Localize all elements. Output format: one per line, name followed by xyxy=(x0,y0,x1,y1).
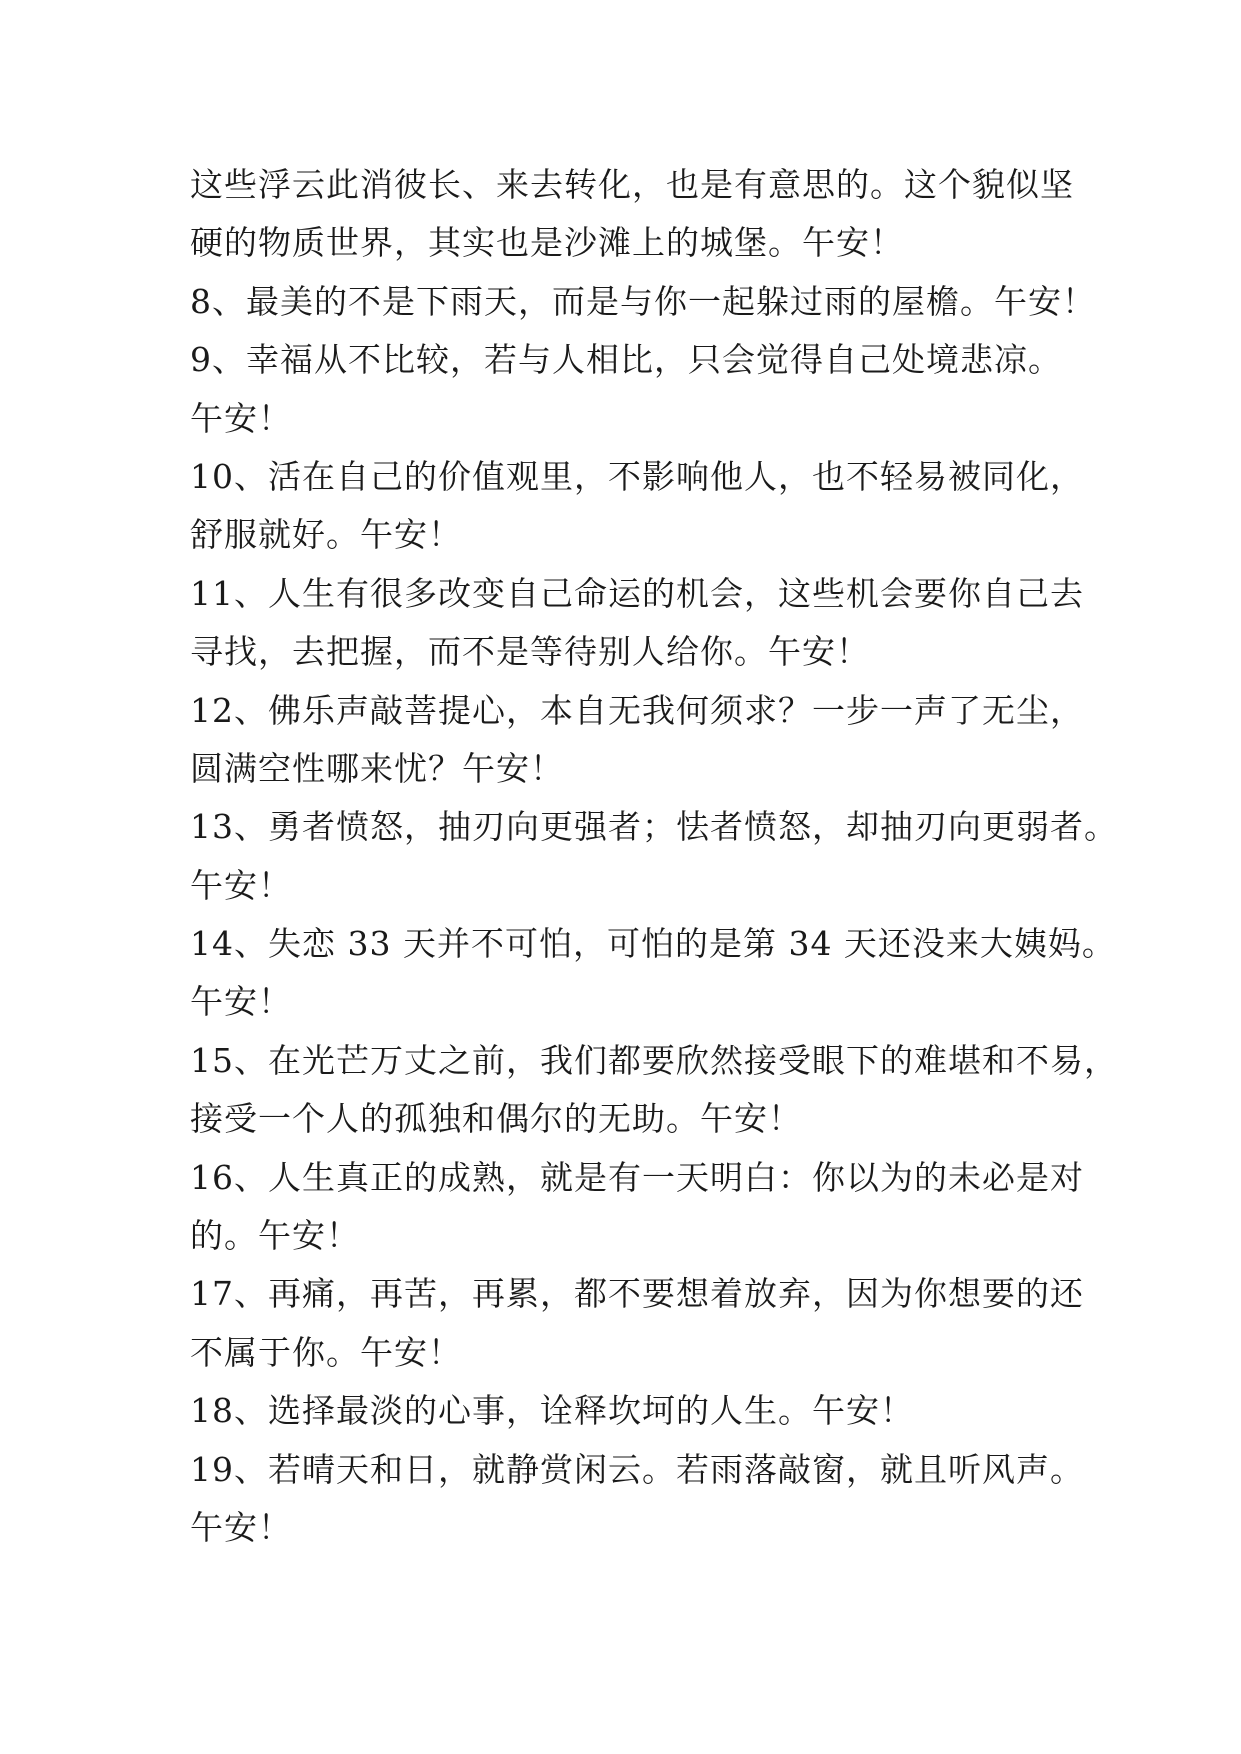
document-body xyxy=(190,156,1118,1557)
text-line: 舒服就好。午安！ xyxy=(190,515,462,555)
text-line: 17、再痛，再苦，再累，都不要想着放弃，因为你想要的还 xyxy=(190,1274,1084,1314)
text-line: 午安！ xyxy=(190,982,292,1022)
text-line: 9、幸福从不比较，若与人相比，只会觉得自己处境悲凉。 xyxy=(190,340,1062,380)
text-line: 16、人生真正的成熟，就是有一天明白：你以为的未必是对 xyxy=(190,1157,1084,1197)
text-line: 午安！ xyxy=(190,398,292,438)
text-line: 的。午安！ xyxy=(190,1216,360,1256)
text-line: 15、在光芒万丈之前，我们都要欣然接受眼下的难堪和不易， xyxy=(190,1040,1118,1080)
text-line: 13、勇者愤怒，抽刃向更强者；怯者愤怒，却抽刃向更弱者。 xyxy=(190,807,1118,847)
text-line: 接受一个人的孤独和偶尔的无助。午安！ xyxy=(190,1099,802,1139)
text-line: 19、若晴天和日，就静赏闲云。若雨落敲窗，就且听风声。 xyxy=(190,1449,1084,1489)
text-line: 12、佛乐声敲菩提心，本自无我何须求？一步一声了无尘， xyxy=(190,690,1084,730)
text-line: 午安！ xyxy=(190,1507,292,1547)
text-line: 这些浮云此消彼长、来去转化，也是有意思的。这个貌似坚 xyxy=(190,165,1074,204)
text-line: 18、选择最淡的心事，诠释坎坷的人生。午安！ xyxy=(190,1391,914,1431)
text-line: 8、最美的不是下雨天，而是与你一起躲过雨的屋檐。午安！ xyxy=(190,281,1096,321)
text-line: 寻找，去把握，而不是等待别人给你。午安！ xyxy=(190,632,870,672)
text-line: 11、人生有很多改变自己命运的机会，这些机会要你自己去 xyxy=(190,573,1084,613)
text-line: 圆满空性哪来忧？午安！ xyxy=(190,748,564,788)
text-line: 不属于你。午安！ xyxy=(190,1332,462,1372)
text-line: 午安！ xyxy=(190,865,292,905)
text-line: 硬的物质世界，其实也是沙滩上的城堡。午安！ xyxy=(190,223,904,263)
text-line: 14、失恋 33 天并不可怕，可怕的是第 34 天还没来大姨妈。 xyxy=(190,924,1116,964)
text-line: 10、活在自己的价值观里，不影响他人，也不轻易被同化， xyxy=(190,456,1084,496)
